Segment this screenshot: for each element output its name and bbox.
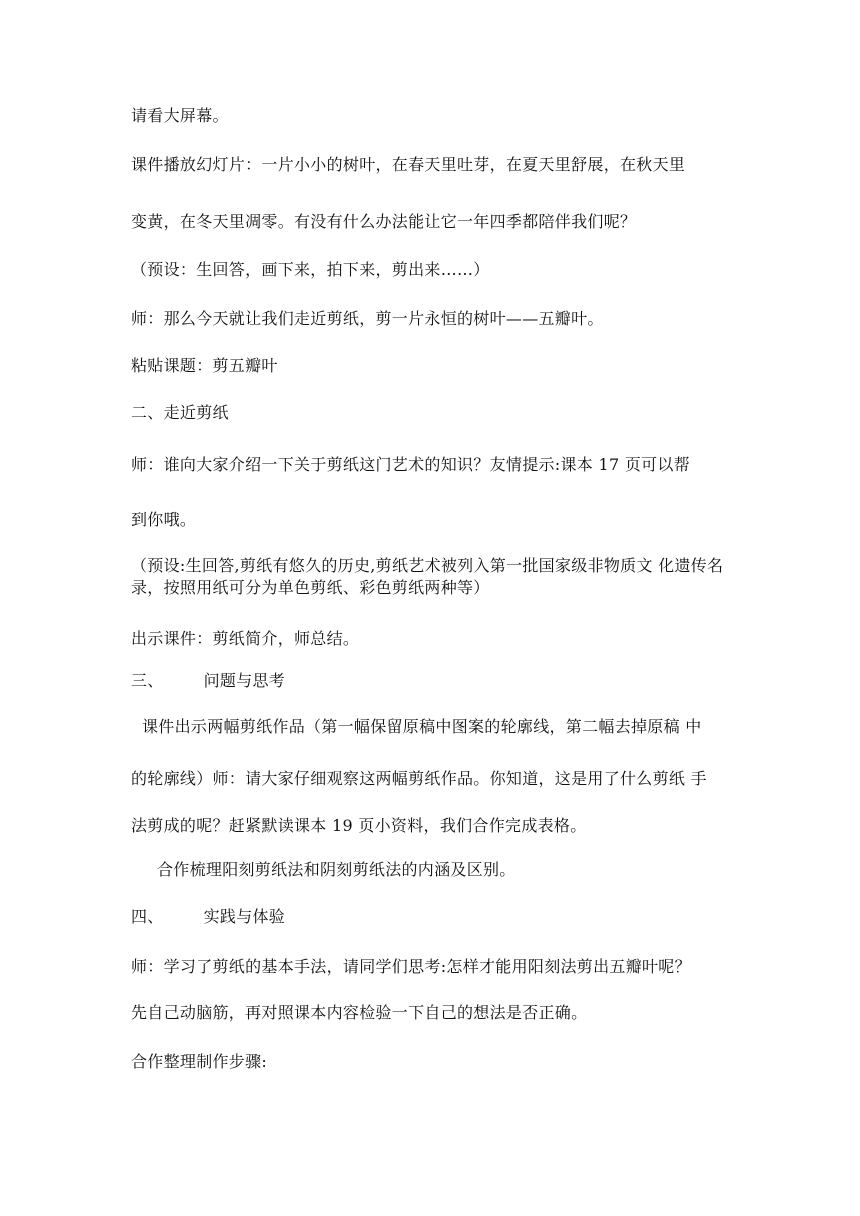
paragraph: 变黄，在冬天里凋零。有没有什么办法能让它一年四季都陪伴我们呢？ xyxy=(131,212,637,231)
section-number: 四、 xyxy=(131,907,164,926)
section-heading: 二、走近剪纸 xyxy=(131,403,229,422)
paragraph: 师：谁向大家介绍一下关于剪纸这门艺术的知识？友情提示:课本 17 页可以帮 xyxy=(131,455,691,474)
paragraph: 师：那么今天就让我们走近剪纸，剪一片永恒的树叶——五瓣叶。 xyxy=(131,309,604,328)
paragraph-preset: （预设：生回答，画下来，拍下来，剪出来……） xyxy=(131,260,490,279)
paragraph: 先自己动脑筋，再对照课本内容检验一下自己的想法是否正确。 xyxy=(131,1003,588,1022)
paragraph: 师：学习了剪纸的基本手法，请同学们思考:怎样才能用阳刻法剪出五瓣叶呢？ xyxy=(131,957,691,976)
paragraph: 合作整理制作步骤: xyxy=(131,1052,268,1071)
section-title: 实践与体验 xyxy=(203,907,286,926)
paragraph: 法剪成的呢？赶紧默读课本 19 页小资料，我们合作完成表格。 xyxy=(131,816,587,835)
paragraph: 课件播放幻灯片：一片小小的树叶，在春天里吐芽，在夏天里舒展，在秋天里 xyxy=(131,155,686,174)
paragraph: 课件出示两幅剪纸作品（第一幅保留原稿中图案的轮廓线，第二幅去掉原稿 中 xyxy=(142,717,702,736)
paragraph-preset: （预设:生回答,剪纸有悠久的历史,剪纸艺术被列入第一批国家级非物质文 化遗传名录，按照用纸可分为单色剪纸、彩色剪纸两种等） xyxy=(131,556,724,597)
paragraph: 出示课件：剪纸简介，师总结。 xyxy=(131,629,360,648)
paragraph: 到你哦。 xyxy=(131,510,197,529)
section-number: 三、 xyxy=(131,671,164,690)
paragraph: 的轮廓线）师：请大家仔细观察这两幅剪纸作品。你知道，这是用了什么剪纸 手 xyxy=(131,769,707,788)
paragraph: 合作梳理阳刻剪纸法和阴刻剪纸法的内涵及区别。 xyxy=(157,860,516,879)
section-heading xyxy=(131,906,285,928)
section-heading xyxy=(131,670,285,692)
paragraph: 请看大屏幕。 xyxy=(131,106,229,125)
section-title: 问题与思考 xyxy=(203,671,286,690)
paragraph: 粘贴课题：剪五瓣叶 xyxy=(131,356,278,375)
